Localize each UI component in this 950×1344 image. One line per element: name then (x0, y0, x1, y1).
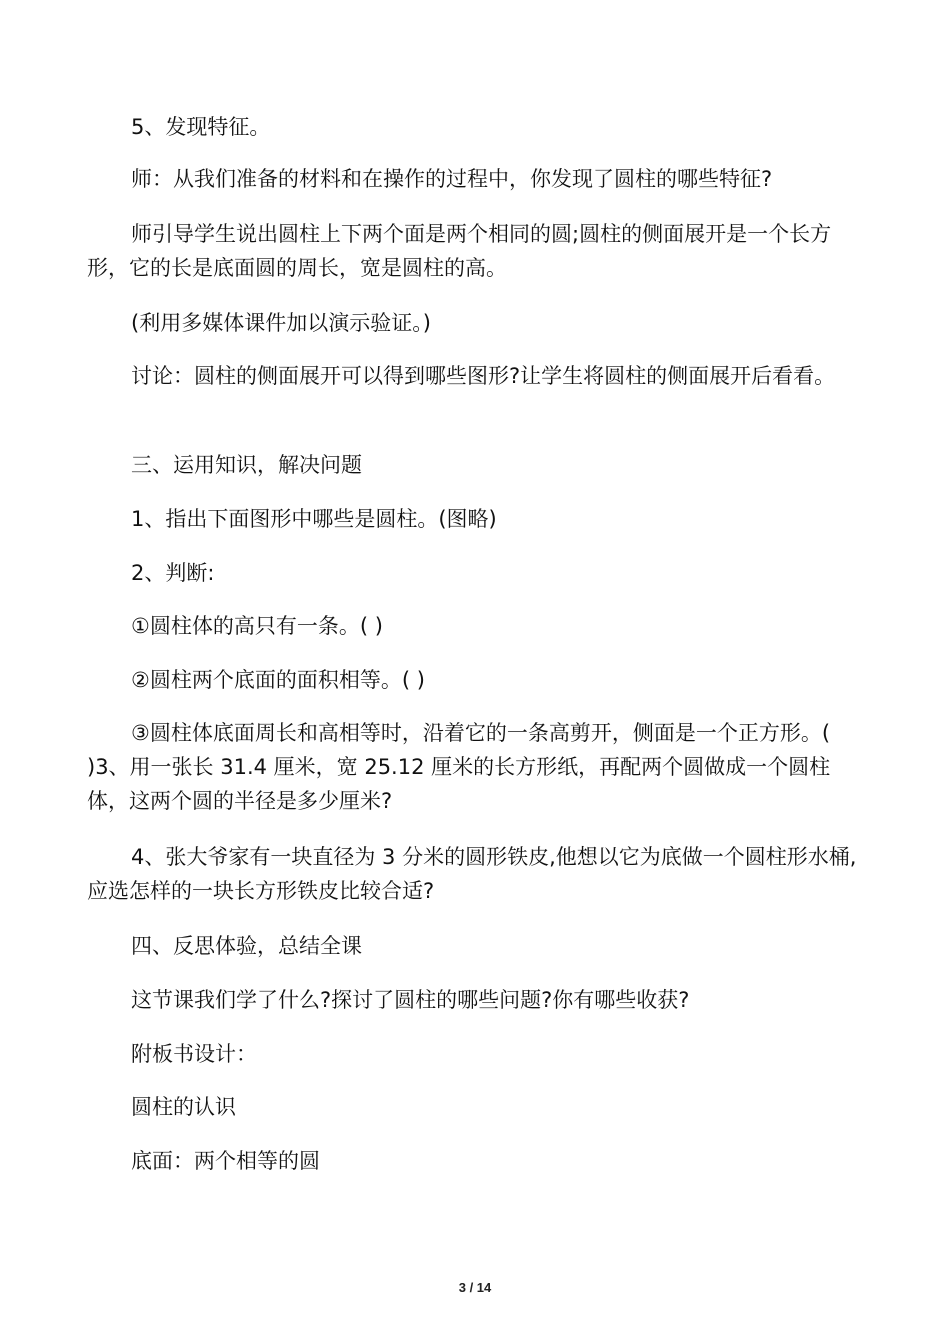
paragraph: 圆柱的认识 (131, 1095, 236, 1119)
section-heading: 三、运用知识，解决问题 (131, 453, 362, 477)
paragraph: 师：从我们准备的材料和在操作的过程中，你发现了圆柱的哪些特征? (131, 167, 773, 191)
paragraph: 4、张大爷家有一块直径为 3 分米的圆形铁皮,他想以它为底做一个圆柱形水桶,应选怎样的一块长方形铁皮比较合适? (87, 845, 857, 903)
list-item: ③圆柱体底面周长和高相等时，沿着它的一条高剪开，侧面是一个正方形。( )3、用一张长 31.4 厘米，宽 25.12 厘米的长方形纸，再配两个圆做成一个圆柱体，这两个圆的半径是多少厘米? (87, 721, 831, 813)
paragraph: 师引导学生说出圆柱上下两个面是两个相同的圆;圆柱的侧面展开是一个长方形，它的长是底面圆的周长，宽是圆柱的高。 (87, 222, 832, 280)
paragraph: 底面：两个相等的圆 (131, 1149, 320, 1173)
paragraph: 附板书设计： (131, 1042, 257, 1066)
list-item: ②圆柱两个底面的面积相等。( ) (131, 668, 425, 692)
paragraph: (利用多媒体课件加以演示验证。) (131, 311, 431, 335)
paragraph: 1、指出下面图形中哪些是圆柱。(图略) (131, 507, 497, 531)
paragraph: 讨论：圆柱的侧面展开可以得到哪些图形?让学生将圆柱的侧面展开后看看。 (131, 364, 836, 388)
page-number: 3 / 14 (458, 1280, 492, 1295)
paragraph: 2、判断: (131, 561, 215, 585)
paragraph: 5、发现特征。 (131, 115, 271, 139)
list-item: ①圆柱体的高只有一条。( ) (131, 614, 383, 638)
section-heading: 四、反思体验，总结全课 (131, 934, 362, 958)
paragraph: 这节课我们学了什么?探讨了圆柱的哪些问题?你有哪些收获? (131, 988, 690, 1012)
